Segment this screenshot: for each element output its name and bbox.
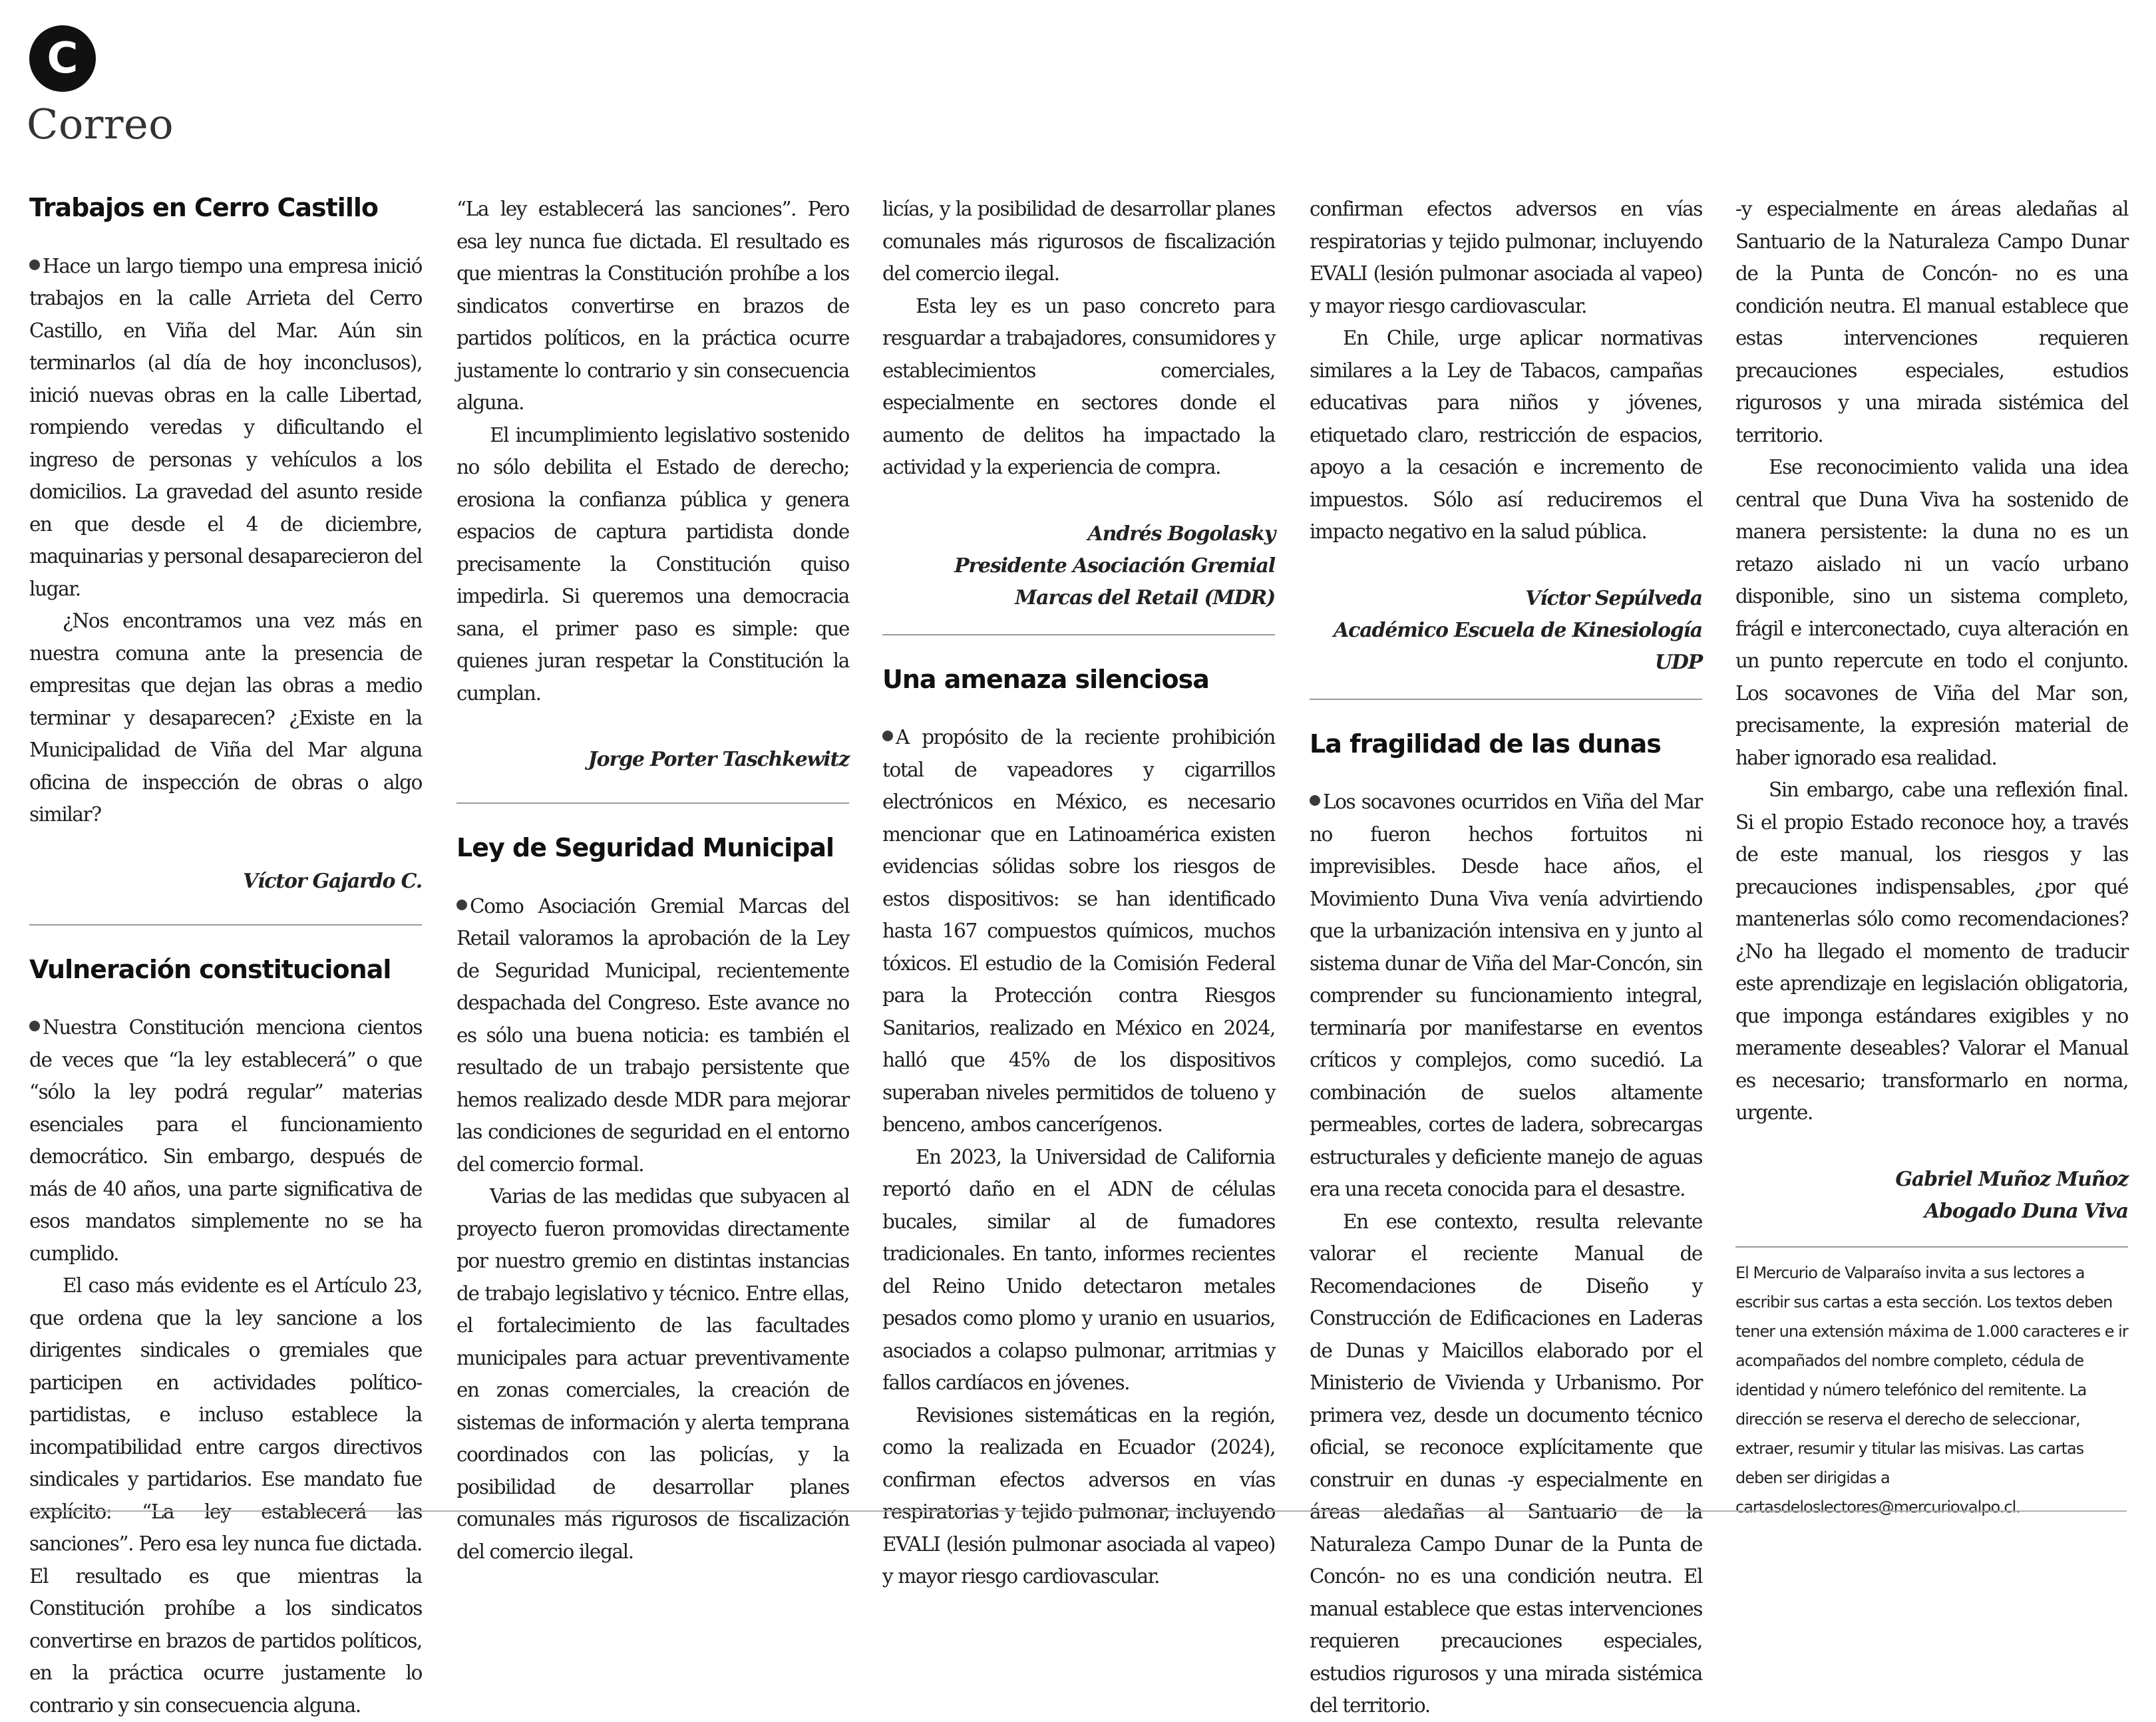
letter-paragraph: Nuestra Constitución menciona cientos de veces que “la ley establecerá” o que “sólo la ley podrá regular” materias esenciales para el funcionamiento democrático. Sin embargo, después de más de 40 años, una parte significativa de esos mandatos simplemente no se ha cumplido.: [29, 1016, 422, 1265]
bullet-icon: [29, 259, 40, 270]
letter-paragraph-continuation: -y especialmente en áreas aledañas al Santuario de la Naturaleza Campo Dunar de la Punta de Concón- no es una condición neutra. El manual establece que estas intervenciones requieren precauciones especiales, estudios rigurosos y una mirada sistémica del territorio.: [1735, 198, 2128, 446]
letter-paragraph-continuation: “La ley establecerá las sanciones”. Pero esa ley nunca fue dictada. El resultado es que mientras la Constitución prohíbe a los sindicatos convertirse en brazos de partidos políticos, en la práctica ocurre justamente lo contrario y sin consecuencia alguna.: [456, 198, 849, 414]
letter-signature-name: Gabriel Muñoz Muñoz: [1895, 1167, 2128, 1191]
divider: [29, 924, 422, 926]
divider: [882, 634, 1275, 635]
letter-paragraph: Varias de las medidas que subyacen al proyecto fueron promovidas directamente por nuestro gremio en distintas instancias de trabajo legislativo y técnico. Entre ellas, el fortalecimiento de las facultades municipales para actuar preventivamente en zonas comerciales, la creación de sistemas de información y alerta temprana coordinados con las policías, y la posibilidad de desarrollar planes comunales más rigurosos de fiscalización del comercio ilegal.: [456, 1185, 849, 1563]
letter-paragraph: Sin embargo, cabe una reflexión final. Si el propio Estado reconoce hoy, a través de este manual, los riesgos y las precauciones indispensables, ¿por qué mantenerlas sólo como recomendaciones? ¿No ha llegado el momento de traducir este aprendizaje en legislación obligatoria, que imponga estándares exigibles y no meramente deseables? Valorar el Manual es necesario; transformarlo en norma, urgente.: [1735, 778, 2128, 1124]
letter-title-cerro-castillo: Trabajos en Cerro Castillo: [29, 193, 378, 222]
column-1: [29, 184, 422, 1717]
letter-paragraph: Ese reconocimiento valida una idea central que Duna Viva ha sostenido de manera persistente: la duna no es un retazo aislado ni un vacío urbano disponible, sino un sistema completo, frágil e interconectado, cuya alteración en un punto repercute en todo el conjunto. Los socavones de Viña del Mar son, precisamente, la expresión material de haber ignorado esa realidad.: [1735, 456, 2128, 769]
letter-paragraph: Hace un largo tiempo una empresa inició trabajos en la calle Arrieta del Cerro Castillo, en Viña del Mar. Aún sin terminarlos (al día de hoy inconclusos), inició nuevas obras en la calle Libertad, rompiendo veredas y dificultando el ingreso de personas y vehículos a los domicilios. La gravedad del asunto reside en que desde el 4 de diciembre, maquinarias y personal desaparecieron del lugar.: [29, 254, 422, 600]
column-2: [456, 184, 849, 1563]
divider: [1310, 699, 1702, 700]
column-4: [1310, 184, 1702, 1717]
bullet-icon: [882, 731, 893, 741]
column-5: [1735, 184, 2128, 1522]
letter-signature: Víctor Gajardo C.: [242, 869, 422, 893]
letter-paragraph: Revisiones sistemáticas en la región, como la realizada en Ecuador (2024), confirman efectos adversos en vías respiratorias y tejido pulmonar, incluyendo EVALI (lesión pulmonar asociada al vapeo) y mayor riesgo cardiovascular.: [882, 1403, 1275, 1588]
letter-paragraph: Como Asociación Gremial Marcas del Retail valoramos la aprobación de la Ley de Seguridad Municipal, recientemente despachada del Congreso. Este avance no es sólo una buena noticia: es también el resultado de un trabajo persistente que hemos realizado desde MDR para mejorar las condiciones de seguridad en el entorno del comercio formal.: [456, 894, 849, 1176]
letter-paragraph-continuation: confirman efectos adversos en vías respiratorias y tejido pulmonar, incluyendo EVALI (lesión pulmonar asociada al vapeo) y mayor riesgo cardiovascular.: [1310, 198, 1702, 317]
letter-signature: Jorge Porter Taschkewitz: [588, 748, 849, 771]
letter-signature-role: Académico Escuela de Kinesiología UDP: [1334, 618, 1702, 674]
letter-title-amenaza: Una amenaza silenciosa: [882, 664, 1209, 694]
letter-signature-name: Víctor Sepúlveda: [1525, 586, 1702, 610]
letter-paragraph: Los socavones ocurridos en Viña del Mar no fueron hechos fortuitos ni imprevisibles. Desde hace años, el Movimiento Duna Viva venía advirtiendo que la urbanización intensiva en y junto al sistema dunar de Viña del Mar-Concón, sin comprender su funcionamiento integral, terminaría por manifestarse en eventos críticos y complejos, como sucedió. La combinación de suelos altamente permeables, cortes de ladera, sobrecargas estructurales y deficiente manejo de aguas era una receta conocida para el desastre.: [1310, 790, 1702, 1201]
submission-note: El Mercurio de Valparaíso invita a sus lectores a escribir sus cartas a esta sección. Los textos deben tener una extensión máxima de 1.000 caracteres e ir acompañados del nombre completo, cédula de identidad y número telefónico del remitente. La dirección se reserva el derecho de seleccionar, extraer, resumir y titular las misivas. Las cartas deben ser dirigidas a cartasdeloslectores@mercuriovalpo.cl.: [1735, 1263, 2128, 1516]
logo-letter: C: [47, 34, 79, 83]
letter-paragraph-continued: El caso más evidente es el Artículo 23, que ordena que la ley sancione a los dirigentes sindicales o gremiales que participen en actividades político-partidistas, e incluso establece la incompatibilidad entre cargos directivos sindicales y partidarios. Ese mandato fue explícito: “La ley establecerá las sanciones”. Pero esa ley nunca fue dictada. El resultado es que mientras la Constitución prohíbe a los sindicatos convertirse en brazos de partidos políticos, en la práctica ocurre justamente lo contrario y sin consecuencia alguna.: [29, 1274, 422, 1717]
letter-paragraph: A propósito de la reciente prohibición total de vapeadores y cigarrillos electrónicos en México, es necesario mencionar que en Latinoamérica existen evidencias sólidas sobre los riesgos de estos dispositivos: se han identificado hasta 167 compuestos químicos, muchos tóxicos. El estudio de la Comisión Federal para la Protección contra Riesgos Sanitarios, realizado en México en 2024, halló que 45% de los dispositivos superaban niveles permitidos de tolueno y benceno, ambos cancerígenos.: [882, 726, 1275, 1136]
letter-paragraph: El incumplimiento legislativo sostenido no sólo debilita el Estado de derecho; erosiona la confianza pública y genera espacios de captura partidista donde precisamente la Constitución quiso impedirla. Si queremos una democracia sana, el primer paso es simple: que quienes juran respetar la Constitución la cumplan.: [456, 423, 849, 705]
section-title: Correo: [27, 100, 174, 148]
column-3: [882, 184, 1275, 1588]
letter-signature-role: Presidente Asociación Gremial: [954, 554, 1275, 578]
bullet-icon: [29, 1021, 40, 1031]
bullet-icon: [456, 900, 467, 910]
letter-paragraph: En ese contexto, resulta relevante valorar el reciente Manual de Recomendaciones de Diseño y Construcción de Edificaciones en Laderas de Dunas y Maicillos elaborado por el Ministerio de Vivienda y Urbanismo. Por primera vez, desde un documento técnico oficial, se reconoce explícitamente que construir en dunas -y especialmente en áreas aledañas al Santuario de la Naturaleza Campo Dunar de la Punta de Concón- no es una condición neutra. El manual establece que estas intervenciones requieren precauciones especiales, estudios rigurosos y una mirada sistémica del territorio.: [1310, 1210, 1702, 1717]
bottom-divider: [29, 1510, 2127, 1512]
divider: [456, 802, 849, 804]
letter-signature-name: Andrés Bogolasky: [1087, 522, 1275, 546]
letter-paragraph: Esta ley es un paso concreto para resguardar a trabajadores, consumidores y establecimientos comerciales, especialmente en sectores donde el aumento de delitos ha impactado la actividad y la experiencia de compra.: [882, 294, 1275, 478]
letter-signature-role: Abogado Duna Viva: [1924, 1199, 2128, 1223]
letter-title-seguridad-municipal: Ley de Seguridad Municipal: [456, 833, 834, 862]
letter-title-vulneracion: Vulneración constitucional: [29, 954, 391, 984]
section-logo: [29, 25, 96, 92]
letter-paragraph: En Chile, urge aplicar normativas similares a la Ley de Tabacos, campañas educativas para niños y jóvenes, etiquetado claro, restricción de espacios, apoyo a la cesación e incremento de impuestos. Sólo así reduciremos el impacto negativo en la salud pública.: [1310, 327, 1702, 543]
letter-paragraph: ¿Nos encontramos una vez más en nuestra comuna ante la presencia de empresitas que dejan las obras a medio terminar y desaparecen? ¿Existe en la Municipalidad de Viña del Mar alguna oficina de inspección de obras o algo similar?: [29, 609, 422, 826]
letter-signature-role: Marcas del Retail (MDR): [1015, 586, 1275, 609]
bullet-icon: [1310, 795, 1320, 806]
letter-title-dunas: La fragilidad de las dunas: [1310, 729, 1661, 759]
letter-paragraph-continuation: licías, y la posibilidad de desarrollar planes comunales más rigurosos de fiscalización del comercio ilegal.: [882, 198, 1275, 285]
divider: [1735, 1246, 2128, 1248]
letter-paragraph: En 2023, la Universidad de California reportó daño en el ADN de células bucales, similar al de fumadores tradicionales. En tanto, informes recientes del Reino Unido detectaron metales pesados como plomo y uranio en usuarios, asociados a colapso pulmonar, arritmias y fallos cardíacos en jóvenes.: [882, 1145, 1275, 1395]
